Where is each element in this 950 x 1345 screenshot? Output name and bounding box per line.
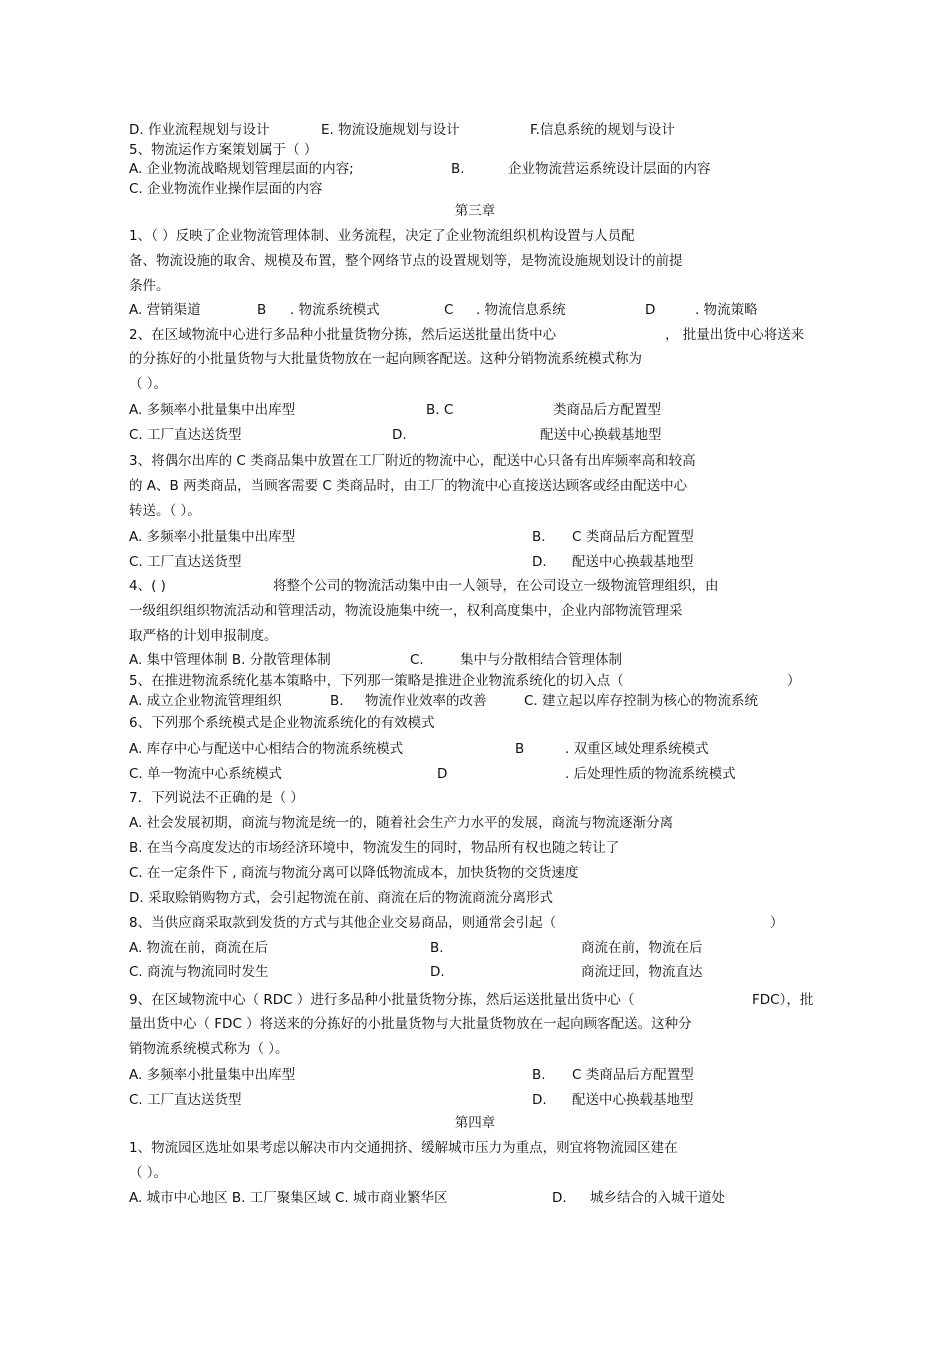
question-line: 将整个公司的物流活动集中由一人领导，在公司设立一级物流管理组织，由 <box>273 578 719 594</box>
option-line: D <box>645 302 656 318</box>
option-line: A. 物流在前，商流在后 <box>129 940 269 956</box>
option-line: D. <box>532 1092 547 1108</box>
option-line: 商流在前，物流在后 <box>581 940 703 956</box>
chapter-heading: 第四章 <box>454 1115 496 1131</box>
question-line: 取严格的计划申报制度。 <box>129 628 278 644</box>
option-line: 配送中心换载基地型 <box>540 427 662 443</box>
option-line: A. 库存中心与配送中心相结合的物流系统模式 <box>129 741 404 757</box>
option-line: B. <box>330 693 344 709</box>
option-line: . 后处理性质的物流系统模式 <box>565 766 736 782</box>
question-line: 的分拣好的小批量货物与大批量货物放在一起向顾客配送。这种分销物流系统模式称为 <box>129 351 642 367</box>
option-line: C 类商品后方配置型 <box>572 529 694 545</box>
option-line: D. <box>552 1190 567 1206</box>
option-line: A. 营销渠道 <box>129 302 201 318</box>
option-line: 物流作业效率的改善 <box>365 693 487 709</box>
option-line: A. 企业物流战略规划管理层面的内容; <box>129 161 354 177</box>
option-line: A. 成立企业物流管理组织 <box>129 693 282 709</box>
option-line: 企业物流营运系统设计层面的内容 <box>508 161 711 177</box>
question-line: （ ）。 <box>129 376 168 392</box>
question-line: ） <box>787 673 801 689</box>
option-line: D. <box>430 964 445 980</box>
question-line: FDC），批 <box>752 992 814 1008</box>
question-line: 1、（ ）反映了企业物流管理体制、业务流程，决定了企业物流组织机构设置与人员配 <box>129 228 635 244</box>
option-line: C. 企业物流作业操作层面的内容 <box>129 181 323 197</box>
option-line: B <box>515 741 525 757</box>
option-line: A. 多频率小批量集中出库型 <box>129 1067 296 1083</box>
question-line: 8、当供应商采取款到发货的方式与其他企业交易商品，则通常会引起（ <box>129 915 557 931</box>
option-line: C. 工厂直达送货型 <box>129 1092 242 1108</box>
option-line: C. 在一定条件下 , 商流与物流分离可以降低物流成本，加快货物的交货速度 <box>129 865 579 881</box>
question-line: 3、将偶尔出库的 C 类商品集中放置在工厂附近的物流中心，配送中心只备有出库频率高和较高 <box>129 453 696 469</box>
option-line: A. 集中管理体制 B. 分散管理体制 <box>129 652 331 668</box>
question-line: 9、在区域物流中心（ RDC ）进行多品种小批量货物分拣，然后运送批量出货中心（ <box>129 992 635 1008</box>
option-line: B. C <box>426 402 454 418</box>
option-line: D. <box>532 554 547 570</box>
option-line: C. 工厂直达送货型 <box>129 427 242 443</box>
question-line: 转送。（ ）。 <box>129 503 201 519</box>
option-line: C <box>444 302 454 318</box>
option-line: 配送中心换载基地型 <box>572 1092 694 1108</box>
option-line: D. <box>392 427 407 443</box>
question-line: 4、( ) <box>129 578 166 594</box>
question-line: 6、下列那个系统模式是企业物流系统化的有效模式 <box>129 715 435 731</box>
question-line: 2、在区域物流中心进行多品种小批量货物分拣，然后运送批量出货中心 <box>129 327 557 343</box>
option-line: 商流迂回，物流直达 <box>581 964 703 980</box>
question-line: ， 批量出货中心将送来 <box>665 327 805 343</box>
option-line: 配送中心换载基地型 <box>572 554 694 570</box>
option-line: F.信息系统的规划与设计 <box>530 122 675 138</box>
option-line: . 物流信息系统 <box>476 302 566 318</box>
option-line: A. 城市中心地区 B. 工厂聚集区域 C. 城市商业繁华区 <box>129 1190 448 1206</box>
option-line: C. 商流与物流同时发生 <box>129 964 269 980</box>
question-line: 条件。 <box>129 278 170 294</box>
option-line: . 物流系统模式 <box>290 302 380 318</box>
question-line: 一级组织组织物流活动和管理活动，物流设施集中统一，权利高度集中，企业内部物流管理采 <box>129 603 683 619</box>
option-line: C. 工厂直达送货型 <box>129 554 242 570</box>
question-line: 5、物流运作方案策划属于（ ） <box>129 142 318 158</box>
option-line: E. 物流设施规划与设计 <box>321 122 460 138</box>
option-line: B. <box>430 940 444 956</box>
option-line: C. 单一物流中心系统模式 <box>129 766 283 782</box>
chapter-heading: 第三章 <box>454 203 496 219</box>
option-line: B. <box>451 161 465 177</box>
option-line: C 类商品后方配置型 <box>572 1067 694 1083</box>
option-line: A. 社会发展初期，商流与物流是统一的，随着社会生产力水平的发展，商流与物流逐渐分离 <box>129 815 674 831</box>
option-line: A. 多频率小批量集中出库型 <box>129 529 296 545</box>
option-line: B <box>257 302 267 318</box>
option-line: C. 建立起以库存控制为核心的物流系统 <box>524 693 759 709</box>
question-line: 7．下列说法不正确的是（ ） <box>129 790 304 806</box>
option-line: 类商品后方配置型 <box>553 402 661 418</box>
option-line: D <box>437 766 448 782</box>
question-line: 的 A、B 两类商品，当顾客需要 C 类商品时，由工厂的物流中心直接送达顾客或经由配送中心 <box>129 478 688 494</box>
option-line: . 双重区域处理系统模式 <box>565 741 709 757</box>
question-line: ） <box>770 915 784 931</box>
question-line: 5、在推进物流系统化基本策略中，下列那一策略是推进企业物流系统化的切入点（ <box>129 673 624 689</box>
question-line: 备、物流设施的取舍、规模及布置，整个网络节点的设置规划等，是物流设施规划设计的前提 <box>129 253 683 269</box>
option-line: 集中与分散相结合管理体制 <box>460 652 622 668</box>
option-line: B. 在当今高度发达的市场经济环境中，物流发生的同时，物品所有权也随之转让了 <box>129 840 620 856</box>
option-line: A. 多频率小批量集中出库型 <box>129 402 296 418</box>
option-line: D. 作业流程规划与设计 <box>129 122 270 138</box>
question-line: 销物流系统模式称为（ ）。 <box>129 1041 289 1057</box>
question-line: 1、物流园区选址如果考虑以解决市内交通拥挤、缓解城市压力为重点，则宜将物流园区建在 <box>129 1140 678 1156</box>
question-line: （ ）。 <box>129 1165 168 1181</box>
option-line: . 物流策略 <box>695 302 758 318</box>
option-line: C. <box>410 652 424 668</box>
option-line: D. 采取赊销购物方式，会引起物流在前、商流在后的物流商流分离形式 <box>129 890 553 906</box>
option-line: 城乡结合的入城干道处 <box>590 1190 725 1206</box>
option-line: B. <box>532 529 546 545</box>
option-line: B. <box>532 1067 546 1083</box>
question-line: 量出货中心（ FDC ）将送来的分拣好的小批量货物与大批量货物放在一起向顾客配送。这种分 <box>129 1016 692 1032</box>
